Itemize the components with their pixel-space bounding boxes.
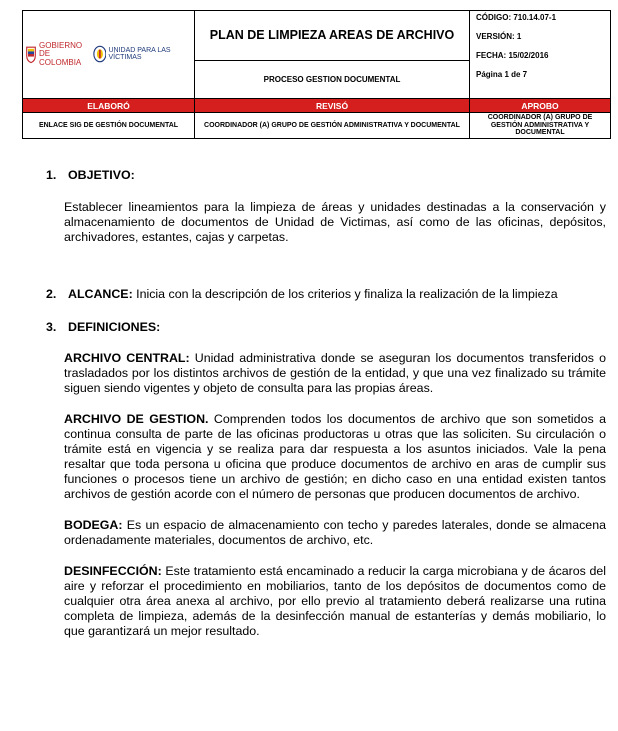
document-code: CÓDIGO: 710.14.07-1	[476, 13, 557, 22]
approval-header-row	[23, 99, 611, 113]
alcance-title: ALCANCE:	[68, 287, 133, 301]
emblem-icon	[93, 44, 107, 64]
approval-values-row	[23, 113, 611, 139]
elaboro-label: ELABORÓ	[23, 99, 195, 113]
section-alcance: 2. ALCANCE: Inicia con la descripción de los criterios y finaliza la realización de la limpieza	[46, 287, 558, 301]
document-date: FECHA: 15/02/2016	[476, 51, 549, 60]
page-number: Página 1 de 7	[476, 70, 528, 79]
definition-bodega: BODEGA: Es un espacio de almacenamiento con techo y paredes laterales, donde se almacena ordenadamente materiales, documentos de archivo, etc.	[64, 518, 606, 547]
document-header-table	[22, 10, 611, 139]
alcance-text: Inicia con la descripción de los criterios y finaliza la realización de la limpieza	[132, 287, 558, 301]
section-objetivo-text: Establecer lineamientos para la limpieza de áreas y unidades destinadas a la conservación y almacenamiento de documentos de Unidad de Victimas, así como de las oficinas, depósitos, archivadores, estantes, cajas y carpetas.	[64, 200, 606, 244]
reviso-label: REVISÓ	[195, 99, 470, 113]
section-objetivo-heading: 1. OBJETIVO:	[46, 168, 135, 182]
definition-archivo-central: ARCHIVO CENTRAL: Unidad administrativa donde se aseguran los documentos transferidos o trasladados por los distintos archivos de gestión de la entidad, y que una vez finalizado su trámite siguen siendo vigentes y objeto de consulta para las propias áreas.	[64, 351, 606, 395]
unidad-victimas-logo: UNIDAD PARA LAS VÍCTIMAS	[93, 44, 192, 64]
elaboro-value: ENLACE SIG DE GESTIÓN DOCUMENTAL	[23, 113, 195, 139]
definition-archivo-gestion: ARCHIVO DE GESTION. Comprenden todos los documentos de archivo que son sometidos a continua consulta de parte de las oficinas productoras u otras que las soliciten. Su circulación o trámite está en vigencia y se realiza para dar respuesta a los asuntos iniciados. Vale la pena resaltar que toda persona u oficina que produce documentos de archivo en aras de cumplir sus funciones o procesos tiene un archivo de gestión; en dicho caso en una entidad existen tantos archivos de gestión acorde con el número de personas que producen documentos de archivo.	[64, 412, 606, 501]
document-process: PROCESO GESTION DOCUMENTAL	[195, 61, 470, 99]
reviso-value: COORDINADOR (A) GRUPO DE GESTIÓN ADMINISTRATIVA Y DOCUMENTAL	[195, 113, 470, 139]
aprobo-value: COORDINADOR (A) GRUPO DE GESTIÓN ADMINISTRATIVA Y DOCUMENTAL	[470, 113, 611, 139]
document-body	[46, 168, 606, 639]
document-title: PLAN DE LIMPIEZA AREAS DE ARCHIVO	[195, 11, 470, 61]
section-definiciones-heading: 3. DEFINICIONES:	[46, 320, 161, 334]
aprobo-label: APROBO	[470, 99, 611, 113]
shield-icon	[25, 43, 37, 65]
definition-desinfeccion: DESINFECCIÓN: Este tratamiento está encaminado a reducir la carga microbiana y de ácaros del aire y reforzar el procedimiento en mobiliarios, tanto de los depósitos de documentos como de cualquier otra área anexa al archivo, por ello previo al tratamiento deberá realizarse una rutina completa de limpieza, además de la desinfección manual de estanterías y demás mobiliario, lo que garantizará un mejor resultado.	[64, 564, 606, 638]
gobierno-colombia-logo: GOBIERNO DE COLOMBIA	[25, 42, 87, 67]
logos-cell	[23, 11, 195, 99]
document-meta	[470, 11, 611, 99]
document-version: VERSIÓN: 1	[476, 32, 522, 41]
